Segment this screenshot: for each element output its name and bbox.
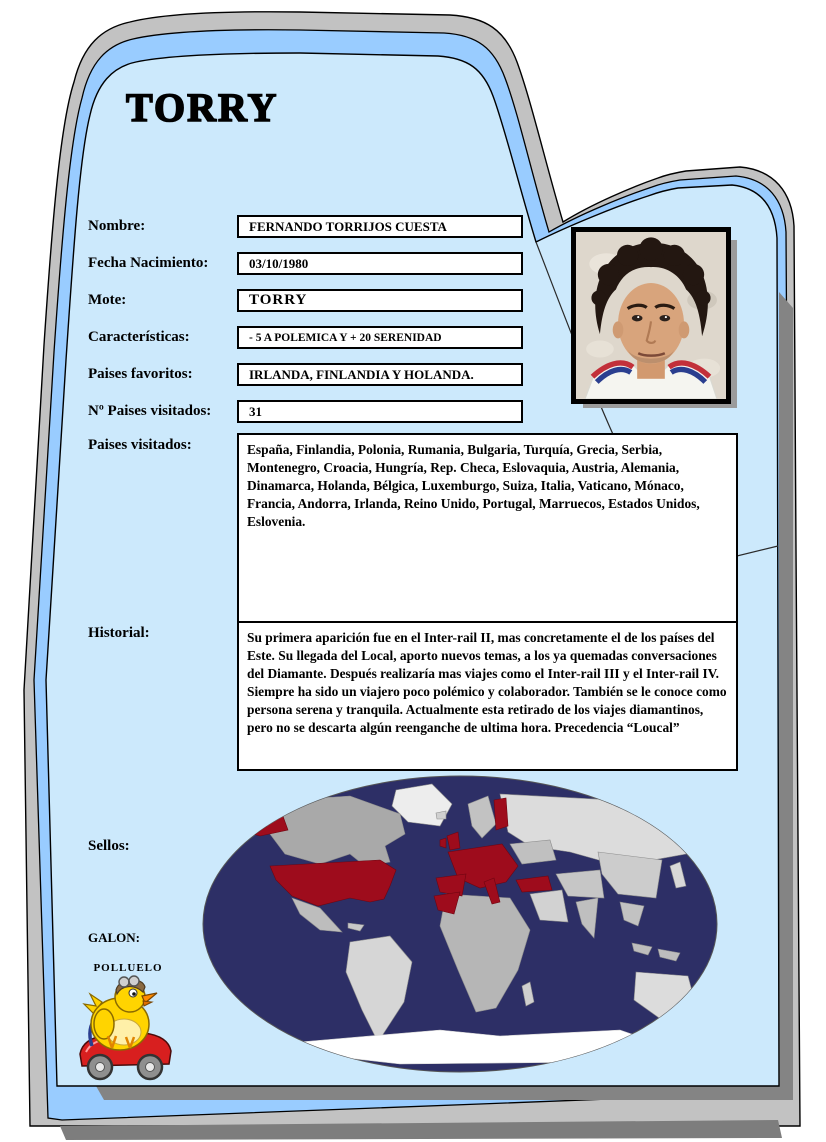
field-value-nombre[interactable]: FERNANDO TORRIJOS CUESTA — [237, 215, 523, 238]
mascot-svg — [72, 974, 177, 1084]
field-value-fecha-nacimiento[interactable]: 03/10/1980 — [237, 252, 523, 275]
field-label-fecha-nacimiento: Fecha Nacimiento: — [88, 255, 209, 271]
field-label-caracteristicas: Características: — [88, 329, 190, 345]
field-value-paises-favoritos[interactable]: IRLANDA, FINLANDIA Y HOLANDA. — [237, 363, 523, 386]
field-value-mote[interactable]: TORRY — [237, 289, 523, 312]
field-value-paises-visitados-box[interactable]: España, Finlandia, Polonia, Rumania, Bulgaria, Turquía, Grecia, Serbia, Montenegro, Croacia, Hungría, Rep. Checa, Eslovaquia, Austria, Alemania, Dinamarca, Holanda, Bélgica, Luxemburgo, Suiza, Italia, Vaticano, Mónaco, Francia, Andorra, Irlanda, Reino Unido, Portugal, Marruecos, Estados Unidos, Eslovenia. — [237, 433, 738, 626]
chick-wing — [94, 1009, 114, 1039]
world-map-visited-countries-icon — [200, 773, 720, 1075]
page-title: TORRY — [126, 85, 279, 130]
world-map-svg — [200, 773, 720, 1075]
field-label-paises-visitados: Paises visitados: — [88, 437, 192, 453]
field-label-galon: GALON: — [88, 930, 140, 945]
field-label-nombre: Nombre: — [88, 218, 146, 234]
field-value-historial-box[interactable]: Su primera aparición fue en el Inter-rail II, mas concretamente el de los países del Este. Su llegada del Local, aporto nuevos temas, a los ya quemadas conversaciones del Diamante. Después realizaría mas viajes como el Inter-rail III y el Inter-rail IV. Siempre ha sido un viajero poco polémico y colaborador. También se le conoce como persona serena y tranquila. Actualmente esta retirado de los viajes diamantinos, pero no se descarta algún reenganche de ultima hora. Precedencia “Loucal” — [237, 621, 738, 771]
portrait-photo — [571, 227, 731, 404]
field-label-num-paises-visitados: Nº Paises visitados: — [88, 403, 212, 419]
field-label-paises-favoritos: Paises favoritos: — [88, 366, 193, 382]
chick-on-red-car-icon — [72, 974, 177, 1084]
field-value-caracteristicas[interactable]: - 5 A POLEMICA Y + 20 SERENIDAD — [237, 326, 523, 349]
mascot-caption: POLLUELO — [93, 962, 163, 974]
field-label-sellos: Sellos: — [88, 838, 130, 854]
field-value-num-paises-visitados[interactable]: 31 — [237, 400, 523, 423]
field-label-mote: Mote: — [88, 292, 127, 308]
field-label-historial: Historial: — [88, 625, 150, 641]
portrait-photo-icon — [576, 232, 726, 399]
